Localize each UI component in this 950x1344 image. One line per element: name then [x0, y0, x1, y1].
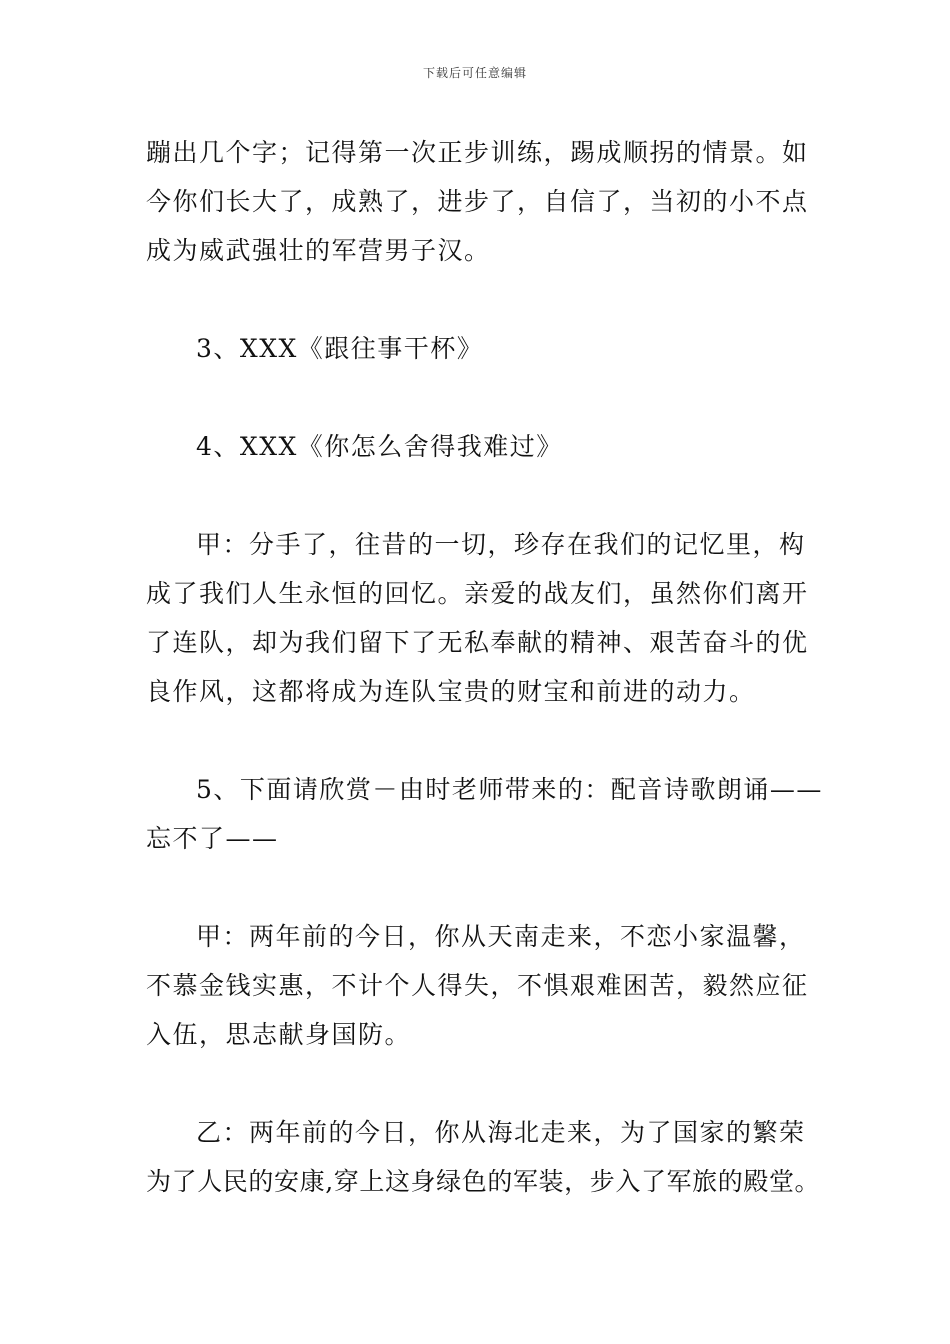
paragraph-jia-1 — [146, 520, 811, 716]
program-item-5 — [146, 765, 823, 863]
program-item-3: 3、XXX《跟往事干杯》 — [196, 334, 484, 363]
text-line: 入伍，思志献身国防。 — [146, 1020, 412, 1049]
text-line: 甲：分手了，往昔的一切，珍存在我们的记忆里，构 — [196, 530, 806, 559]
header-note: 下载后可任意编辑 — [422, 66, 527, 80]
paragraph-gap — [146, 1059, 811, 1108]
paragraph-1 — [146, 128, 811, 275]
text-line: 5、下面请欣赏－由时老师带来的：配音诗歌朗诵—— — [196, 775, 823, 804]
paragraph-yi-1 — [146, 1108, 821, 1206]
program-item-4: 4、XXX《你怎么舍得我难过》 — [196, 432, 563, 461]
text-line: 成了我们人生永恒的回忆。亲爱的战友们，虽然你们离开 — [146, 579, 809, 608]
text-line: 乙：两年前的今日，你从海北走来，为了国家的繁荣 — [196, 1118, 806, 1147]
paragraph-gap — [146, 863, 811, 912]
paragraph-gap — [146, 716, 811, 765]
text-line: 不慕金钱实惠，不计个人得失，不惧艰难困苦，毅然应征 — [146, 971, 809, 1000]
document-body — [146, 128, 823, 1206]
text-line: 忘不了—— — [146, 824, 279, 853]
text-line: 今你们长大了，成熟了，进步了，自信了，当初的小不点 — [146, 187, 809, 216]
paragraph-gap — [146, 373, 811, 422]
text-line: 了连队，却为我们留下了无私奉献的精神、艰苦奋斗的优 — [146, 628, 809, 657]
text-line: 蹦出几个字；记得第一次正步训练，踢成顺拐的情景。如 — [146, 138, 809, 167]
text-line: 成为威武强壮的军营男子汉。 — [146, 236, 491, 265]
paragraph-gap — [146, 275, 811, 324]
paragraph-gap — [146, 471, 811, 520]
paragraph-jia-2 — [146, 912, 811, 1059]
text-line: 良作风，这都将成为连队宝贵的财宝和前进的动力。 — [146, 677, 756, 706]
text-line: 甲：两年前的今日，你从天南走来，不恋小家温馨， — [196, 922, 806, 951]
text-line: 为了人民的安康,穿上这身绿色的军装，步入了军旅的殿堂。 — [146, 1167, 821, 1196]
